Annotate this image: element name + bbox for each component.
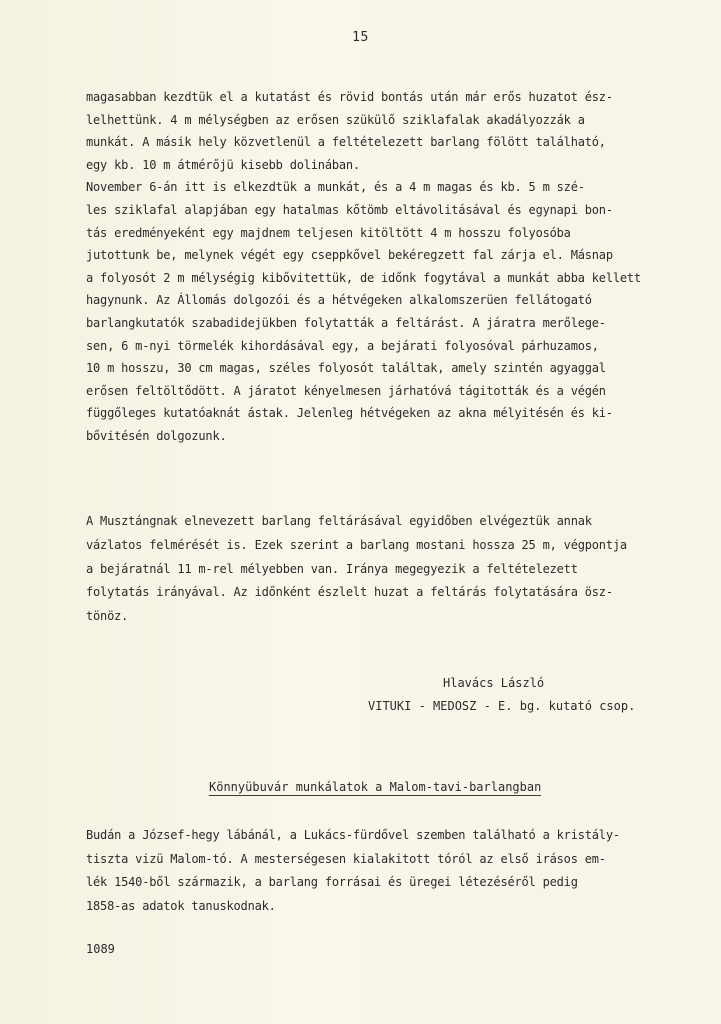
text-line: a folyosót 2 m mélységig kibővitettük, de időnk fogytával a munkát abba kellett (86, 270, 641, 285)
author-organization: VITUKI - MEDOSZ - E. bg. kutató csop. (368, 699, 636, 713)
text-line: vázlatos felmérését is. Ezek szerint a barlang mostani hossza 25 m, végpontja (86, 537, 627, 552)
text-line: barlangkutatók szabadidejükben folytatták a feltárást. A járatra merőlege- (86, 315, 606, 330)
text-line: erősen feltöltődött. A járatot kényelmesen járhatóvá tágitották és a végén (86, 383, 606, 398)
text-line: lék 1540-ből származik, a barlang forrásai és üregei létezéséről pedig (86, 875, 578, 889)
text-line: tás eredményeként egy majdnem teljesen kitöltött 4 m hosszu folyosóba (86, 225, 571, 240)
text-line: A Musztángnak elnevezett barlang feltárásával egyidőben elvégeztük annak (86, 514, 592, 528)
text-line: November 6-án itt is elkezdtük a munkát, és a 4 m magas és kb. 5 m szé- (86, 180, 585, 195)
text-line: jutottunk be, melynek végét egy cseppkővel bekéregzett fal zárja el. Másnap (86, 248, 613, 263)
text-line: Budán a József-hegy lábánál, a Lukács-fürdővel szemben található a kristály- (86, 828, 620, 842)
section-title: Könnyübuvár munkálatok a Malom-tavi-barlangban (209, 780, 542, 794)
text-line: egy kb. 10 m átmérőjü kisebb dolinában. (86, 157, 360, 172)
text-line: hagynunk. Az Állomás dolgozói és a hétvégeken alkalomszerüen fellátogató (86, 293, 592, 308)
text-line: 1858-as adatok tanuskodnak. (86, 898, 276, 913)
text-line: lelhettünk. 4 m mélységben az erősen szükülő sziklafalak akadályozzák a (86, 112, 585, 127)
author-name: Hlavács László (443, 676, 545, 690)
text-line: tönöz. (86, 609, 129, 624)
text-line: függőleges kutatóaknát ástak. Jelenleg hétvégeken az akna mélyitésén és ki- (86, 406, 613, 421)
text-line: munkát. A másik hely közvetlenül a feltételezett barlang fölött található, (86, 135, 606, 150)
paragraph-malom-lake (86, 824, 646, 918)
text-line: sen, 6 m-nyi törmelék kihordásával egy, a bejárati folyosóval párhuzamos, (86, 338, 599, 353)
text-line: tiszta vizü Malom-tó. A mesterségesen kialakitott tóról az első irásos em- (86, 851, 606, 866)
text-line: a bejáratnál 11 m-rel mélyebben van. Iránya megegyezik a feltételezett (86, 561, 578, 576)
paragraph-cave-exploration (86, 86, 646, 448)
text-line: les sziklafal alapjában egy hatalmas kőtömb eltávolitásával és egynapi bon- (86, 202, 613, 217)
paragraph-mustang-cave-survey (86, 510, 646, 629)
text-line: magasabban kezdtük el a kutatást és rövid bontás után már erős huzatot ész- (86, 90, 613, 104)
page-number: 15 (352, 30, 369, 45)
text-line: folytatás irányával. Az időnként észlelt huzat a feltárás folytatására ösz- (86, 585, 613, 600)
document-code: 1089 (86, 942, 115, 956)
text-line: 10 m hosszu, 30 cm magas, széles folyosót találtak, amely szintén agyaggal (86, 361, 606, 376)
text-line: bővitésén dolgozunk. (86, 428, 227, 443)
